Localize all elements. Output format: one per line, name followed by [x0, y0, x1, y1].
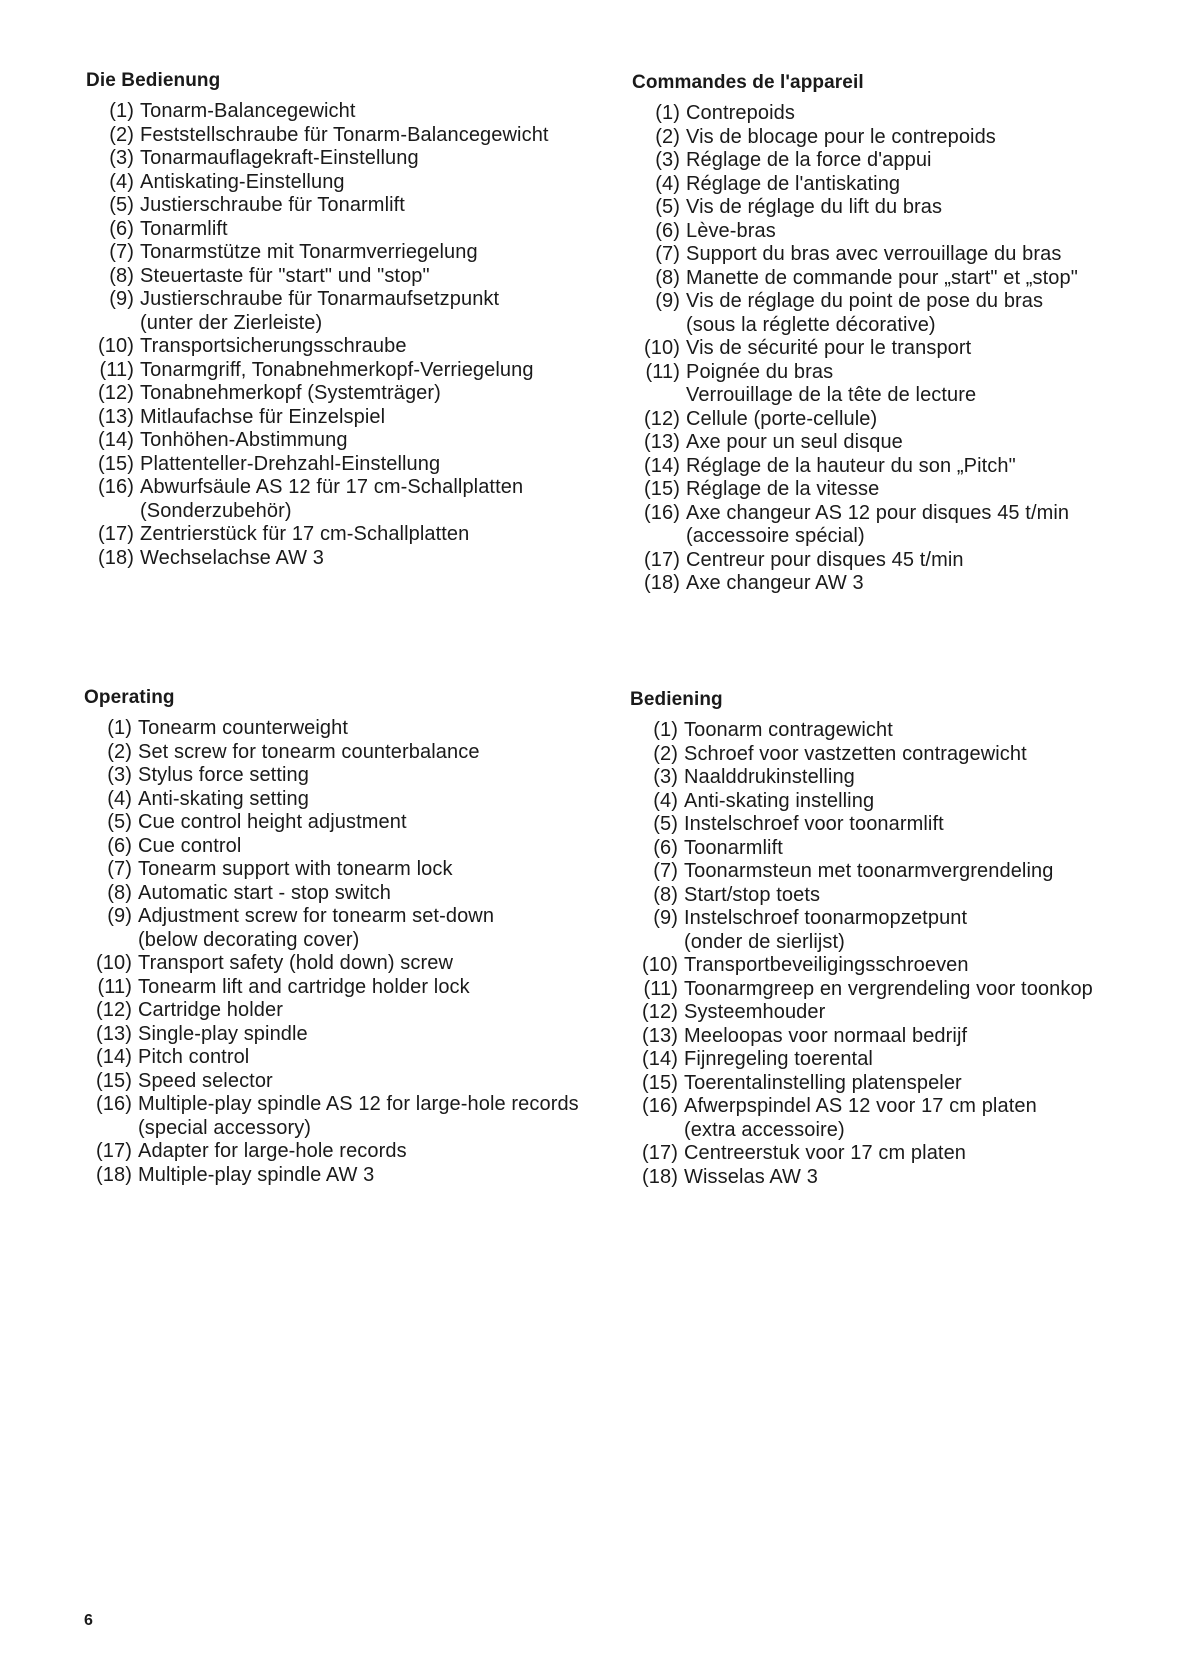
item-number: (17): [98, 523, 134, 545]
item-text: Axe changeur AW 3: [686, 572, 864, 594]
item-number: (9): [107, 905, 132, 927]
item-number: (17): [642, 1142, 678, 1164]
item-number: (13): [96, 1022, 132, 1045]
item-number: (2): [653, 742, 678, 765]
item-number: (4): [107, 787, 132, 810]
section-french: [632, 72, 1152, 596]
item-text: Vis de réglage du lift du bras: [686, 196, 943, 218]
item-number: (10): [642, 954, 678, 976]
list-item: [632, 361, 1152, 408]
list-item: [632, 572, 1152, 596]
item-text: Manette de commande pour „start" et „stop": [686, 266, 1078, 289]
section-title: Die Bedienung: [86, 70, 221, 91]
item-number: (16): [96, 1093, 132, 1115]
item-number: (10): [96, 952, 132, 974]
item-number: (12): [98, 382, 134, 404]
item-number: (18): [644, 572, 680, 594]
list-item: [86, 194, 606, 218]
item-text: Feststellschraube für Tonarm-Balancegewicht: [140, 123, 549, 146]
list-item: [86, 218, 606, 242]
list-item: [86, 547, 606, 571]
list-item: [632, 431, 1152, 455]
item-text: Tonarmgriff, Tonabnehmerkopf-Verriegelung: [140, 358, 534, 381]
list-item: [630, 1072, 1150, 1096]
item-number: (4): [109, 170, 134, 193]
item-number: (2): [655, 125, 680, 148]
item-number: (2): [109, 123, 134, 146]
item-text: Cue control: [138, 834, 242, 857]
list-item: [632, 502, 1152, 549]
item-text: Adapter for large-hole records: [138, 1140, 407, 1162]
item-text: Justierschraube für Tonarmaufsetzpunkt (unter der Zierleiste): [140, 288, 500, 334]
item-number: (3): [109, 147, 134, 169]
item-text: Stylus force setting: [138, 764, 309, 786]
item-list: [632, 102, 1152, 596]
list-item: [630, 790, 1150, 814]
list-item: [632, 243, 1152, 267]
item-number: (14): [98, 429, 134, 451]
list-item: [84, 905, 604, 952]
item-number: (15): [98, 452, 134, 475]
item-number: (9): [653, 907, 678, 929]
item-text: Centreerstuk voor 17 cm platen: [684, 1142, 967, 1164]
item-number: (11): [645, 360, 680, 383]
item-text: Tonarmauflagekraft-Einstellung: [140, 147, 419, 169]
item-text: Lève-bras: [686, 219, 776, 242]
item-number: (18): [98, 546, 134, 569]
item-text: Abwurfsäule AS 12 für 17 cm-Schallplatten (Sonderzubehör): [140, 476, 524, 522]
item-number: (18): [642, 1165, 678, 1188]
item-number: (15): [644, 478, 680, 500]
list-item: [632, 455, 1152, 479]
item-number: (3): [655, 149, 680, 171]
item-number: (13): [98, 405, 134, 428]
item-number: (16): [98, 476, 134, 498]
item-text: Réglage de l'antiskating: [686, 172, 901, 195]
item-text: Vis de réglage du point de pose du bras (sous la réglette décorative): [686, 290, 1044, 336]
list-item: [84, 835, 604, 859]
section-title: Bediening: [630, 689, 723, 710]
list-item: [630, 1025, 1150, 1049]
item-number: (8): [653, 883, 678, 906]
item-text: Antiskating-Einstellung: [140, 170, 345, 193]
item-text: Tonabnehmerkopf (Systemträger): [140, 382, 441, 404]
item-text: Axe pour un seul disque: [686, 431, 903, 453]
list-item: [86, 406, 606, 430]
item-text: Multiple-play spindle AW 3: [138, 1163, 375, 1186]
item-text: Cue control height adjustment: [138, 811, 407, 833]
item-text: Toonarmgreep en vergrendeling voor toonkop: [684, 977, 1093, 1000]
list-item: [84, 999, 604, 1023]
item-text: Multiple-play spindle AS 12 for large-hole records (special accessory): [138, 1093, 579, 1139]
item-number: (1): [653, 719, 678, 741]
item-text: Tonarm-Balancegewicht: [140, 100, 356, 122]
item-number: (15): [96, 1069, 132, 1092]
item-number: (6): [107, 834, 132, 857]
list-item: [630, 1166, 1150, 1190]
item-text: Instelschroef voor toonarmlift: [684, 813, 944, 835]
list-item: [630, 860, 1150, 884]
list-item: [86, 171, 606, 195]
item-text: Mitlaufachse für Einzelspiel: [140, 405, 386, 428]
section-german: [86, 70, 606, 570]
item-number: (17): [96, 1140, 132, 1162]
list-item: [632, 290, 1152, 337]
list-item: [86, 147, 606, 171]
list-item: [86, 429, 606, 453]
list-item: [84, 976, 604, 1000]
item-text: Adjustment screw for tonearm set-down (below decorating cover): [138, 905, 495, 951]
item-text: Contrepoids: [686, 102, 795, 124]
list-item: [632, 196, 1152, 220]
list-item: [630, 813, 1150, 837]
list-item: [632, 267, 1152, 291]
item-text: Steuertaste für "start" und "stop": [140, 264, 430, 287]
item-text: Speed selector: [138, 1069, 273, 1092]
item-list: [84, 717, 604, 1187]
item-text: Tonearm counterweight: [138, 717, 348, 739]
item-number: (1): [109, 100, 134, 122]
list-item: [630, 1001, 1150, 1025]
list-item: [86, 265, 606, 289]
item-text: Start/stop toets: [684, 883, 821, 906]
list-item: [630, 1095, 1150, 1142]
item-number: (12): [644, 407, 680, 430]
list-item: [84, 858, 604, 882]
item-number: (17): [644, 548, 680, 571]
item-number: (15): [642, 1071, 678, 1094]
item-text: Naalddrukinstelling: [684, 766, 855, 788]
item-text: Transport safety (hold down) screw: [138, 952, 454, 974]
item-text: Axe changeur AS 12 pour disques 45 t/min (accessoire spécial): [686, 501, 1070, 547]
item-number: (8): [107, 881, 132, 904]
item-text: Fijnregeling toerental: [684, 1048, 873, 1070]
item-number: (3): [107, 764, 132, 786]
item-text: Afwerpspindel AS 12 voor 17 cm platen (extra accessoire): [684, 1095, 1037, 1141]
list-item: [630, 954, 1150, 978]
item-text: Wisselas AW 3: [684, 1165, 818, 1188]
item-number: (12): [96, 999, 132, 1021]
item-text: Réglage de la vitesse: [686, 478, 880, 500]
item-number: (6): [655, 219, 680, 242]
item-number: (14): [644, 454, 680, 477]
list-item: [84, 717, 604, 741]
list-item: [86, 124, 606, 148]
item-text: Cartridge holder: [138, 999, 284, 1021]
item-number: (14): [96, 1046, 132, 1068]
item-text: Instelschroef toonarmopzetpunt (onder de sierlijst): [684, 907, 968, 953]
list-item: [630, 907, 1150, 954]
item-number: (6): [109, 217, 134, 240]
item-number: (11): [643, 977, 678, 1000]
item-number: (6): [653, 836, 678, 859]
item-number: (5): [655, 196, 680, 218]
list-item: [84, 1023, 604, 1047]
item-number: (16): [642, 1095, 678, 1117]
item-text: Transportbeveiligingsschroeven: [684, 954, 969, 976]
list-item: [86, 335, 606, 359]
item-number: (13): [644, 431, 680, 453]
item-number: (7): [655, 243, 680, 265]
list-item: [86, 453, 606, 477]
list-item: [632, 220, 1152, 244]
list-item: [632, 478, 1152, 502]
item-number: (9): [655, 290, 680, 312]
item-number: (9): [109, 288, 134, 310]
item-number: (11): [99, 358, 134, 381]
list-item: [84, 952, 604, 976]
item-text: Anti-skating setting: [138, 787, 309, 810]
item-text: Tonhöhen-Abstimmung: [140, 429, 348, 451]
item-text: Réglage de la force d'appui: [686, 149, 932, 171]
item-number: (4): [653, 789, 678, 812]
list-item: [632, 149, 1152, 173]
item-number: (14): [642, 1048, 678, 1070]
list-item: [84, 1093, 604, 1140]
list-item: [84, 1046, 604, 1070]
item-text: Tonarmstütze mit Tonarmverriegelung: [140, 241, 478, 263]
list-item: [632, 408, 1152, 432]
list-item: [84, 788, 604, 812]
item-number: (3): [653, 766, 678, 788]
list-item: [630, 719, 1150, 743]
list-item: [86, 241, 606, 265]
list-item: [84, 764, 604, 788]
item-number: (18): [96, 1163, 132, 1186]
item-number: (8): [109, 264, 134, 287]
item-number: (7): [107, 858, 132, 880]
list-item: [84, 741, 604, 765]
list-item: [630, 978, 1150, 1002]
list-item: [86, 288, 606, 335]
list-item: [84, 1140, 604, 1164]
list-item: [84, 811, 604, 835]
item-text: Schroef voor vastzetten contragewicht: [684, 742, 1027, 765]
list-item: [84, 882, 604, 906]
section-dutch: [630, 689, 1150, 1189]
item-number: (7): [109, 241, 134, 263]
section-title: Operating: [84, 687, 175, 708]
item-text: Toonarmsteun met toonarmvergrendeling: [684, 860, 1054, 882]
item-text: Réglage de la hauteur du son „Pitch": [686, 454, 1016, 477]
item-text: Pitch control: [138, 1046, 250, 1068]
item-number: (5): [107, 811, 132, 833]
list-item: [630, 884, 1150, 908]
list-item: [84, 1164, 604, 1188]
item-text: Set screw for tonearm counterbalance: [138, 740, 480, 763]
item-text: Poignée du bras Verrouillage de la tête de lecture: [686, 360, 977, 406]
item-list: [630, 719, 1150, 1189]
item-number: (7): [653, 860, 678, 882]
item-text: Justierschraube für Tonarmlift: [140, 194, 405, 216]
list-item: [630, 1048, 1150, 1072]
item-number: (10): [98, 335, 134, 357]
list-item: [86, 476, 606, 523]
item-number: (12): [642, 1001, 678, 1023]
item-text: Tonarmlift: [140, 217, 228, 240]
list-item: [630, 837, 1150, 861]
list-item: [84, 1070, 604, 1094]
item-list: [86, 100, 606, 570]
item-text: Plattenteller-Drehzahl-Einstellung: [140, 452, 441, 475]
list-item: [630, 743, 1150, 767]
item-number: (5): [109, 194, 134, 216]
item-number: (5): [653, 813, 678, 835]
section-title: Commandes de l'appareil: [632, 72, 864, 93]
item-text: Vis de sécurité pour le transport: [686, 337, 972, 359]
list-item: [630, 1142, 1150, 1166]
item-number: (16): [644, 501, 680, 524]
item-number: (11): [97, 975, 132, 998]
item-text: Toonarmlift: [684, 836, 783, 859]
item-text: Vis de blocage pour le contrepoids: [686, 125, 996, 148]
item-text: Meeloopas voor normaal bedrijf: [684, 1024, 968, 1047]
item-text: Cellule (porte-cellule): [686, 407, 878, 430]
item-text: Anti-skating instelling: [684, 789, 875, 812]
item-number: (4): [655, 172, 680, 195]
item-number: (1): [655, 102, 680, 124]
list-item: [86, 100, 606, 124]
item-text: Support du bras avec verrouillage du bras: [686, 243, 1062, 265]
item-text: Single-play spindle: [138, 1022, 308, 1045]
list-item: [632, 337, 1152, 361]
list-item: [86, 382, 606, 406]
item-text: Wechselachse AW 3: [140, 546, 325, 569]
item-text: Transportsicherungsschraube: [140, 335, 407, 357]
item-text: Systeemhouder: [684, 1001, 826, 1023]
item-text: Automatic start - stop switch: [138, 881, 391, 904]
list-item: [632, 126, 1152, 150]
list-item: [632, 173, 1152, 197]
section-english: [84, 687, 604, 1187]
item-text: Zentrierstück für 17 cm-Schallplatten: [140, 523, 470, 545]
item-number: (10): [644, 337, 680, 359]
item-text: Toerentalinstelling platenspeler: [684, 1071, 962, 1094]
list-item: [632, 549, 1152, 573]
item-text: Toonarm contragewicht: [684, 719, 893, 741]
list-item: [86, 359, 606, 383]
item-text: Tonearm lift and cartridge holder lock: [138, 975, 470, 998]
item-text: Tonearm support with tonearm lock: [138, 858, 453, 880]
item-number: (2): [107, 740, 132, 763]
item-number: (13): [642, 1024, 678, 1047]
list-item: [86, 523, 606, 547]
list-item: [632, 102, 1152, 126]
list-item: [630, 766, 1150, 790]
item-number: (8): [655, 266, 680, 289]
item-number: (1): [107, 717, 132, 739]
page-number: 6: [84, 1612, 93, 1629]
item-text: Centreur pour disques 45 t/min: [686, 548, 964, 571]
